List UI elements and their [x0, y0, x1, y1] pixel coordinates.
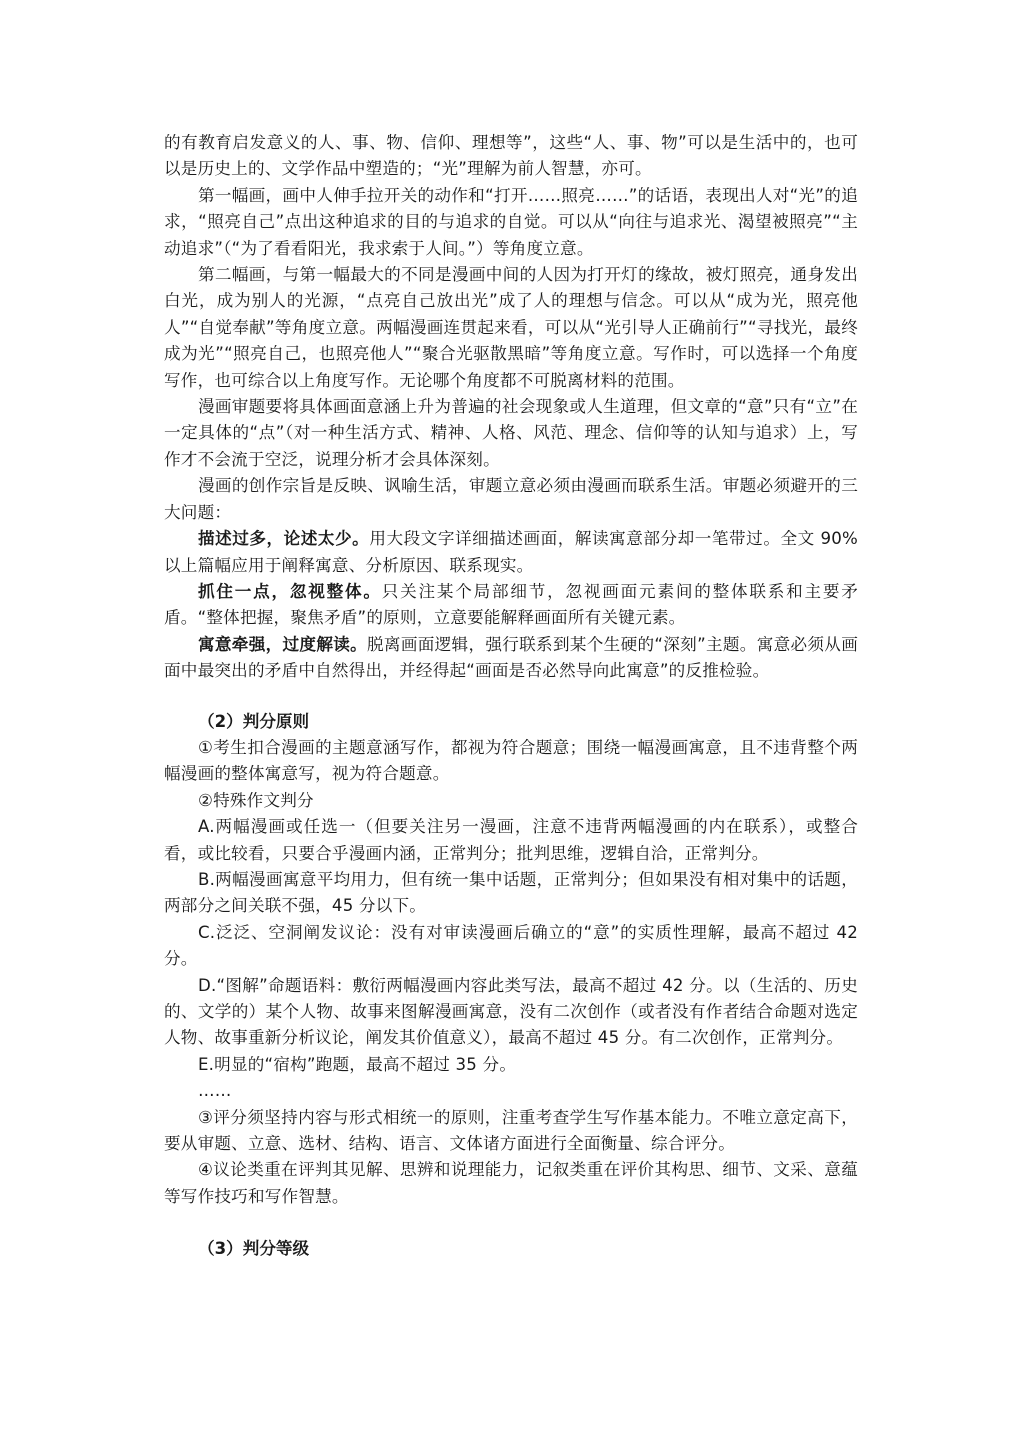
section-2-paragraph-4: B.两幅漫画寓意平均用力，但有统一集中话题，正常判分；但如果没有相对集中的话题，两部分之间关联不强，45 分以下。 [164, 869, 858, 916]
problem-text-1: 用大段文字详细描述画面，解读寓意部分却一笔带过。全文 90%以上篇幅应用于阐释寓意、分析原因、联系现实。 [164, 529, 859, 575]
intro-paragraph-2: 第一幅画，画中人伸手拉开关的动作和“打开……照亮……”的话语，表现出人对“光”的追求，“照亮自己”点出这种追求的目的与追求的自觉。可以从“向往与追求光、渴望被照亮”“主动追求”（“为了看看阳光，我求索于人间。”）等角度立意。 [164, 185, 858, 258]
section-2-heading: （2）判分原则 [198, 711, 310, 731]
problem-title-3: 寓意牵强，过度解读。 [198, 634, 368, 654]
document-page [164, 130, 858, 1263]
section-2-paragraph-9: ④议论类重在评判其见解、思辨和说理能力，记叙类重在评价其构思、细节、文采、意蕴等写作技巧和写作智慧。 [164, 1160, 858, 1206]
intro-paragraph-1: 的有教育启发意义的人、事、物、信仰、理想等”，这些“人、事、物”可以是生活中的，也可以是历史上的、文学作品中塑造的；“光”理解为前人智慧，亦可。 [164, 133, 858, 179]
section-2-paragraph-2: ②特殊作文判分 [198, 790, 314, 810]
problem-item-1 [164, 526, 858, 579]
problem-item-2 [164, 579, 858, 632]
problem-title-1: 描述过多，论述太少。 [198, 529, 370, 549]
problem-text-2: 只关注某个局部细节，忽视画面元素间的整体联系和主要矛盾。“整体把握，聚焦矛盾”的原则，立意要能解释画面所有关键元素。 [164, 581, 859, 628]
intro-paragraph-5: 漫画的创作宗旨是反映、讽喻生活，审题立意必须由漫画而联系生活。审题必须避开的三大问题： [164, 476, 858, 522]
section-2-paragraph-8: ③评分须坚持内容与形式相统一的原则，注重考查学生写作基本能力。不唯立意定高下，要从审题、立意、选材、结构、语言、文体诸方面进行全面衡量、综合评分。 [164, 1107, 858, 1154]
section-2-paragraph-7: E.明显的“宿构”跑题，最高不超过 35 分。 [198, 1054, 517, 1074]
problem-item-3 [164, 632, 858, 685]
problem-text-3: 脱离画面逻辑，强行联系到某个生硬的“深刻”主题。寓意必须从画面中最突出的矛盾中自然得出，并经得起“画面是否必然导向此寓意”的反推检验。 [164, 634, 858, 681]
section-2-paragraph-3: A.两幅漫画或任选一（但要关注另一漫画，注意不违背两幅漫画的内在联系），或整合看，或比较看，只要合乎漫画内涵，正常判分；批判思维，逻辑自洽，正常判分。 [164, 817, 858, 863]
intro-paragraph-4: 漫画审题要将具体画面意涵上升为普遍的社会现象或人生道理，但文章的“意”只有“立”在一定具体的“点”（对一种生活方式、精神、人格、风范、理念、信仰等的认知与追求）上，写作才不会流于空泛，说理分析才会具体深刻。 [164, 397, 858, 469]
section-2-paragraph-1: ①考生扣合漫画的主题意涵写作，都视为符合题意；围绕一幅漫画寓意，且不违背整个两幅漫画的整体寓意写，视为符合题意。 [164, 737, 858, 784]
section-2-paragraph-6: D.“图解”命题语料：敷衍两幅漫画内容此类写法，最高不超过 42 分。以（生活的、历史的、文学的）某个人物、故事来图解漫画寓意，没有二次创作（或者没有作者结合命题对选定人物、故事重新分析议论，阐发其价值意义），最高不超过 45 分。有二次创作，正常判分。 [164, 975, 858, 1048]
problem-title-2: 抓住一点，忽视整体。 [198, 581, 382, 601]
section-spacer [164, 685, 858, 709]
section-spacer [164, 1210, 858, 1236]
section-2-ellipsis: …… [198, 1081, 232, 1101]
section-3-heading: （3）判分等级 [198, 1239, 310, 1259]
intro-paragraph-3: 第二幅画，与第一幅最大的不同是漫画中间的人因为打开灯的缘故，被灯照亮，通身发出白光，成为别人的光源，“点亮自己放出光”成了人的理想与信念。可以从“成为光，照亮他人”“自觉奉献”等角度立意。两幅漫画连贯起来看，可以从“光引导人正确前行”“寻找光，最终成为光”“照亮自己，也照亮他人”“聚合光驱散黑暗”等角度立意。写作时，可以选择一个角度写作，也可综合以上角度写作。无论哪个角度都不可脱离材料的范围。 [164, 265, 858, 390]
section-2-paragraph-5: C.泛泛、空洞阐发议论：没有对审读漫画后确立的“意”的实质性理解，最高不超过 42 分。 [164, 922, 858, 969]
